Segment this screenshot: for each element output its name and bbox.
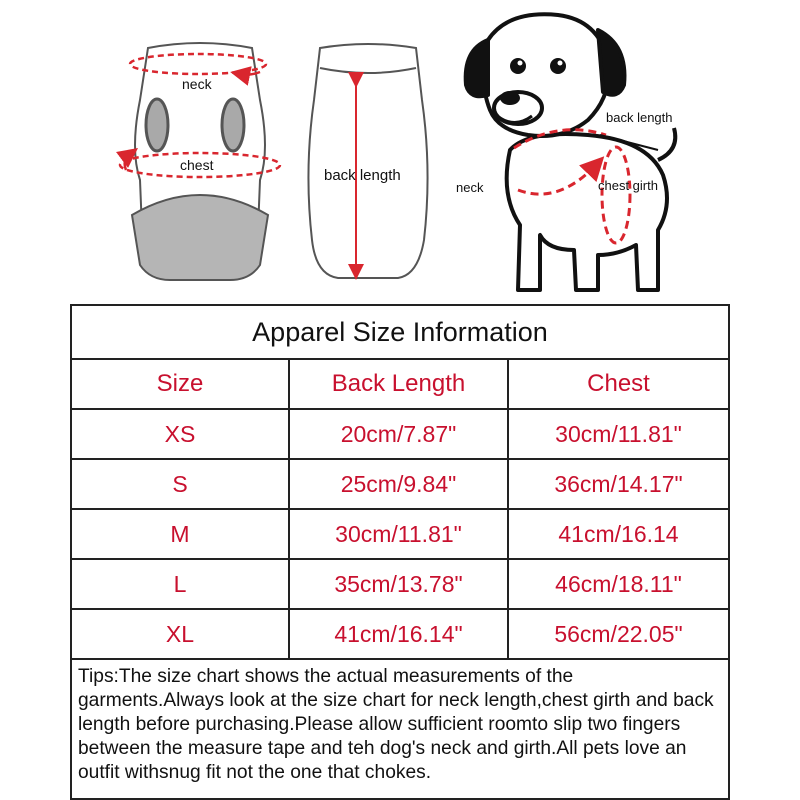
back-length-cell: 20cm/7.87" <box>290 410 509 458</box>
header-chest: Chest <box>587 370 650 397</box>
back-length-cell: 30cm/11.81" <box>290 510 509 558</box>
tips-text: Tips:The size chart shows the actual measurements of the garments.Always look at the size chart for neck length,chest girth and back length before purchasing.Please allow sufficient roomto slip two fingers between the measure tape and teh dog's neck and girth.All pets love an outfit withsnug fit not the one that chokes. <box>78 666 714 783</box>
dog-back-length-label: back length <box>606 110 673 125</box>
back-length-cell: 35cm/13.78" <box>290 560 509 608</box>
table-row <box>72 560 728 610</box>
table-row <box>72 460 728 510</box>
chest-cell: 41cm/16.14 <box>558 521 679 547</box>
dog-neck-label: neck <box>456 180 484 195</box>
header-size: Size <box>72 360 290 408</box>
size-cell: XL <box>72 610 290 658</box>
back-length-cell: 41cm/16.14" <box>290 610 509 658</box>
chest-cell: 56cm/22.05" <box>554 621 683 647</box>
garment-back-diagram <box>298 40 438 290</box>
front-chest-label: chest <box>180 157 214 173</box>
table-row <box>72 610 728 660</box>
chest-cell: 36cm/14.17" <box>554 471 683 497</box>
front-neck-label: neck <box>182 76 212 92</box>
dog-chest-girth-label: chest girth <box>598 178 658 193</box>
table-row <box>72 510 728 560</box>
size-table-title: Apparel Size Information <box>72 306 728 360</box>
dog-diagram <box>448 0 698 300</box>
table-row <box>72 410 728 460</box>
header-back-length: Back Length <box>290 360 509 408</box>
chest-cell: 30cm/11.81" <box>555 421 682 447</box>
size-cell: S <box>72 460 290 508</box>
garment-front-diagram <box>110 30 290 290</box>
size-cell: M <box>72 510 290 558</box>
size-table <box>70 304 730 800</box>
illustration-area <box>0 0 800 305</box>
chest-cell: 46cm/18.11" <box>555 571 682 597</box>
size-cell: XS <box>72 410 290 458</box>
size-table-header-row <box>72 360 728 410</box>
size-cell: L <box>72 560 290 608</box>
back-length-label: back length <box>324 167 401 184</box>
back-length-cell: 25cm/9.84" <box>290 460 509 508</box>
